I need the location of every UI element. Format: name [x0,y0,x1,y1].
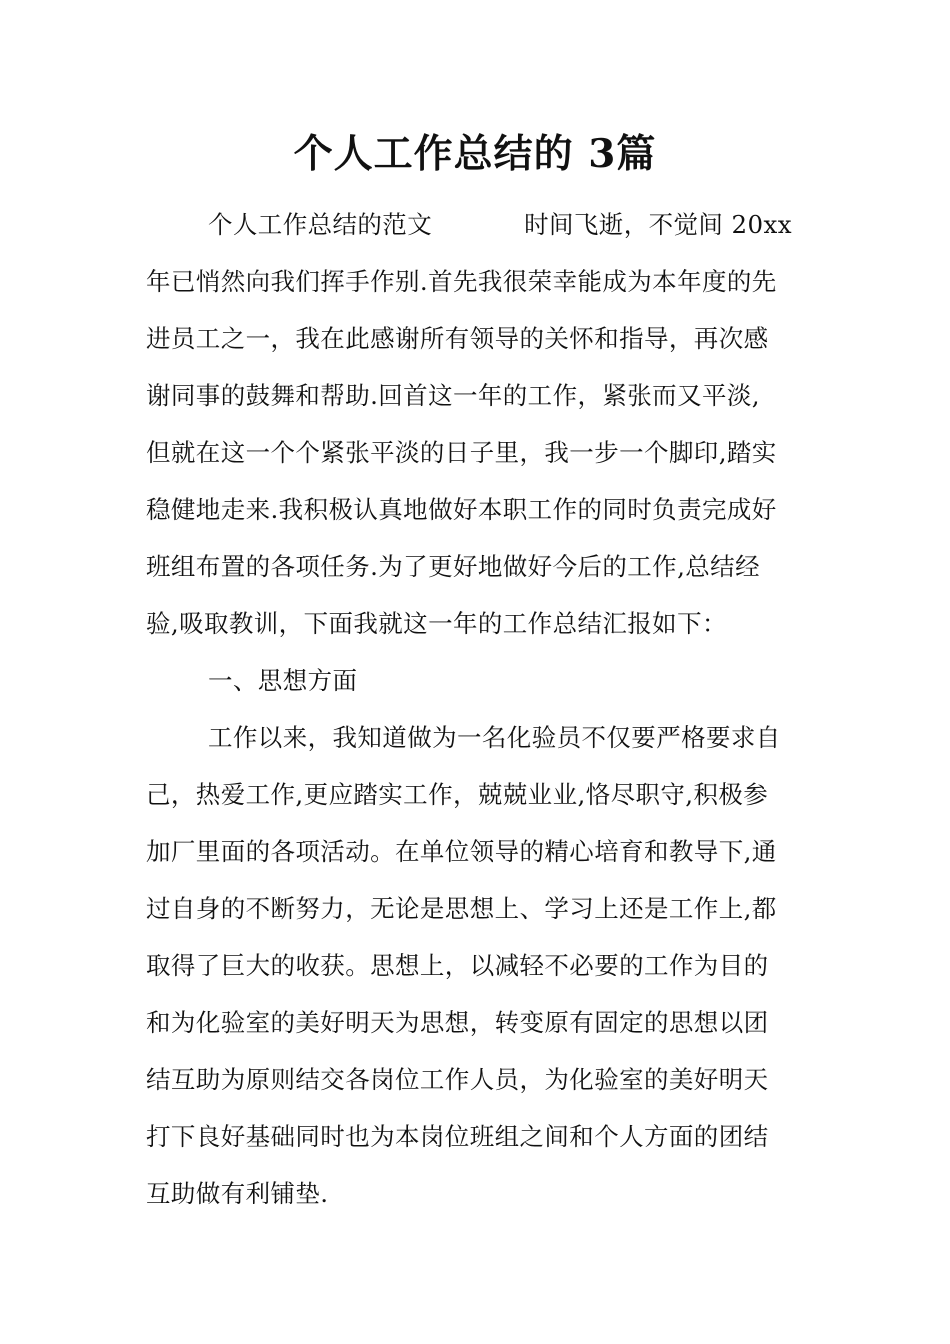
paragraph-1-first-line [208,205,792,245]
paragraph-1-line-2: 年已悄然向我们挥手作别.首先我很荣幸能成为本年度的先 [146,267,777,296]
paragraph-1-lead: 个人工作总结的范文 [208,210,433,239]
document-title: 个人工作总结的 3篇 [293,131,657,177]
paragraph-2-line-3: 加厂里面的各项活动。在单位领导的精心培育和教导下,通 [146,837,777,866]
paragraph-1-line-5: 但就在这一个个紧张平淡的日子里，我一步一个脚印,踏实 [146,438,777,467]
paragraph-2-line-9: 互助做有利铺垫. [146,1179,329,1208]
paragraph-2-line-8: 打下良好基础同时也为本岗位班组之间和个人方面的团结 [146,1122,769,1151]
paragraph-1-line-4: 谢同事的鼓舞和帮助.回首这一年的工作，紧张而又平淡, [146,381,760,410]
paragraph-2-line-4: 过自身的不断努力，无论是思想上、学习上还是工作上,都 [146,894,777,923]
paragraph-2-line-6: 和为化验室的美好明天为思想，转变原有固定的思想以团 [146,1008,769,1037]
paragraph-2-line-5: 取得了巨大的收获。思想上，以减轻不必要的工作为目的 [146,951,769,980]
paragraph-1-lead-rest: 时间飞逝，不觉间 20xx [524,210,792,239]
paragraph-2-line-1: 工作以来，我知道做为一名化验员不仅要严格要求自 [208,723,781,752]
paragraph-1-line-6: 稳健地走来.我积极认真地做好本职工作的同时负责完成好 [146,495,777,524]
paragraph-1-line-8: 验,吸取教训，下面我就这一年的工作总结汇报如下： [146,609,727,638]
paragraph-2-line-2: 己，热爱工作,更应踏实工作，兢兢业业,恪尽职守,积极参 [146,780,769,809]
section-heading: 一、思想方面 [208,666,358,695]
paragraph-2-line-7: 结互助为原则结交各岗位工作人员，为化验室的美好明天 [146,1065,769,1094]
paragraph-1-line-7: 班组布置的各项任务.为了更好地做好今后的工作,总结经 [146,552,760,581]
paragraph-1-line-3: 进员工之一，我在此感谢所有领导的关怀和指导，再次感 [146,324,769,353]
